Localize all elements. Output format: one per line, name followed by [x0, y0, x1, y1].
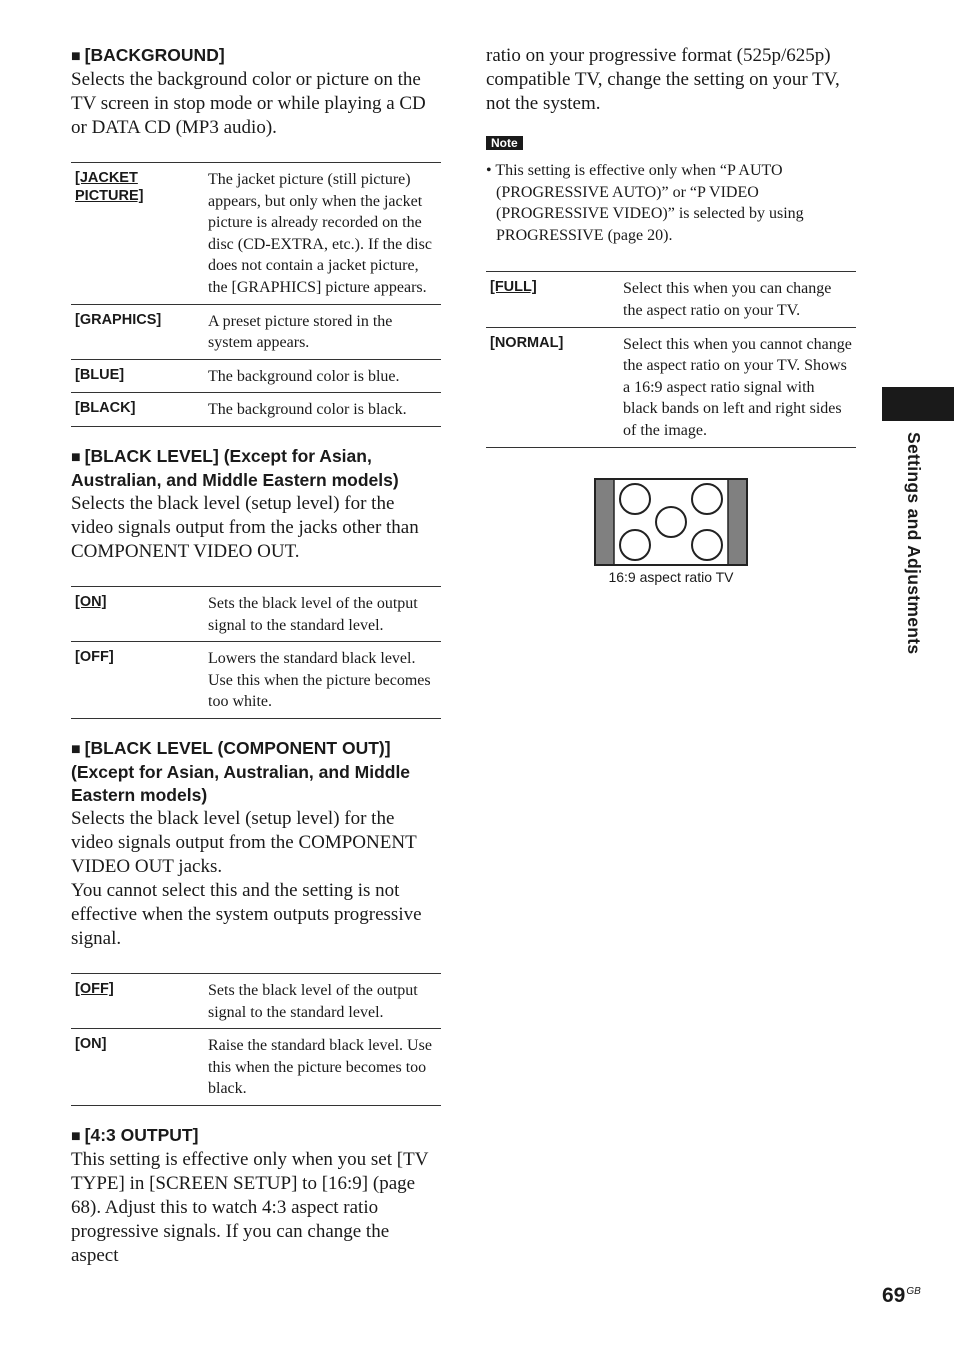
- option-desc: The background color is black.: [200, 393, 441, 427]
- page-number: [882, 1284, 921, 1308]
- left-column: [71, 44, 441, 1268]
- table-row: [486, 272, 856, 327]
- option-desc: Sets the black level of the output signal to the standard level.: [200, 973, 441, 1028]
- table-row: [71, 393, 441, 427]
- option-key: [JACKET PICTURE]: [71, 163, 200, 305]
- background-heading: [BACKGROUND]: [84, 45, 225, 65]
- option-key: [NORMAL]: [486, 327, 615, 447]
- chapter-label: Settings and Adjustments: [904, 432, 924, 655]
- option-desc: A preset picture stored in the system appears.: [200, 304, 441, 359]
- option-key: [BLACK]: [71, 393, 200, 427]
- option-desc: Sets the black level of the output signal to the standard level.: [200, 586, 441, 641]
- background-section: [71, 44, 441, 427]
- output43-section: [71, 1124, 441, 1268]
- aspect-ratio-figure: [594, 478, 748, 585]
- option-key: [OFF]: [71, 973, 200, 1028]
- option-desc: Raise the standard black level. Use this when the picture becomes too black.: [200, 1029, 441, 1106]
- section-heading: [71, 44, 441, 68]
- option-key: [FULL]: [486, 272, 615, 327]
- option-key: [ON]: [71, 586, 200, 641]
- table-row: [71, 586, 441, 641]
- chapter-tab: [882, 387, 954, 421]
- right-column: [486, 44, 856, 448]
- square-bullet-icon: ■: [71, 448, 81, 466]
- output43-options-table: [486, 271, 856, 447]
- table-row: [71, 973, 441, 1028]
- black-level-heading: [BLACK LEVEL] (Except for Asian, Australian, and Middle Eastern models): [71, 445, 399, 490]
- tv-16-9-illustration: [594, 478, 748, 566]
- continued-text: ratio on your progressive format (525p/625p) compatible TV, change the setting on your TV, not the system.: [486, 45, 840, 114]
- square-bullet-icon: ■: [71, 48, 81, 65]
- output43-description: This setting is effective only when you set [TV TYPE] in [SCREEN SETUP] to [16:9] (page 68). Adjust this to watch 4:3 aspect ratio progressive signals. If you can change the aspect: [71, 1148, 429, 1266]
- figure-caption: 16:9 aspect ratio TV: [608, 569, 734, 585]
- black-level-description: Selects the black level (setup level) for the video signals output from the jacks other than COMPONENT VIDEO OUT.: [71, 492, 419, 562]
- table-row: [71, 304, 441, 359]
- black-level-component-description: Selects the black level (setup level) for the video signals output from the COMPONENT VIDEO OUT jacks.: [71, 807, 417, 877]
- section-heading: [71, 1124, 441, 1148]
- option-desc: Lowers the standard black level. Use this when the picture becomes too white.: [200, 642, 441, 719]
- table-row: [71, 642, 441, 719]
- square-bullet-icon: ■: [71, 740, 81, 758]
- black-level-component-options-table: [71, 973, 441, 1106]
- black-level-component-note: You cannot select this and the setting is not effective when the system outputs progressive signal.: [71, 879, 422, 949]
- square-bullet-icon: ■: [71, 1127, 81, 1145]
- option-desc: Select this when you can change the aspect ratio on your TV.: [615, 272, 856, 327]
- black-level-section: [71, 445, 441, 719]
- option-desc: The background color is blue.: [200, 359, 441, 393]
- option-key: [BLUE]: [71, 359, 200, 393]
- output43-heading: [4:3 OUTPUT]: [84, 1124, 199, 1145]
- page-number-suffix: GB: [906, 1286, 921, 1297]
- option-desc: Select this when you cannot change the aspect ratio on your TV. Shows a 16:9 aspect ratio signal with black bands on left and right sides of the image.: [615, 327, 856, 447]
- black-level-component-heading: [BLACK LEVEL (COMPONENT OUT)] (Except for Asian, Australian, and Middle Eastern models): [71, 737, 411, 805]
- note-label: Note: [486, 136, 523, 150]
- option-key: [ON]: [71, 1029, 200, 1106]
- section-heading: [71, 445, 441, 492]
- table-row: [71, 163, 441, 305]
- option-key: [OFF]: [71, 642, 200, 719]
- page-number-value: 69: [882, 1284, 906, 1307]
- table-row: [486, 327, 856, 447]
- option-desc: The jacket picture (still picture) appears, but only when the jacket picture is already recorded on the disc (CD-EXTRA, etc.). If the disc does not contain a jacket picture, the [GRAPHICS] picture appears.: [200, 163, 441, 305]
- table-row: [71, 1029, 441, 1106]
- note-text: • This setting is effective only when “P AUTO (PROGRESSIVE AUTO)” or “P VIDEO (PROGRESSIVE VIDEO)” is selected by using PROGRESSIVE (page 20).: [486, 162, 804, 244]
- black-level-options-table: [71, 586, 441, 719]
- option-key: [GRAPHICS]: [71, 304, 200, 359]
- black-level-component-section: [71, 737, 441, 1106]
- background-description: Selects the background color or picture on the TV screen in stop mode or while playing a CD or DATA CD (MP3 audio).: [71, 69, 426, 138]
- section-heading: [71, 737, 441, 807]
- background-options-table: [71, 162, 441, 427]
- table-row: [71, 359, 441, 393]
